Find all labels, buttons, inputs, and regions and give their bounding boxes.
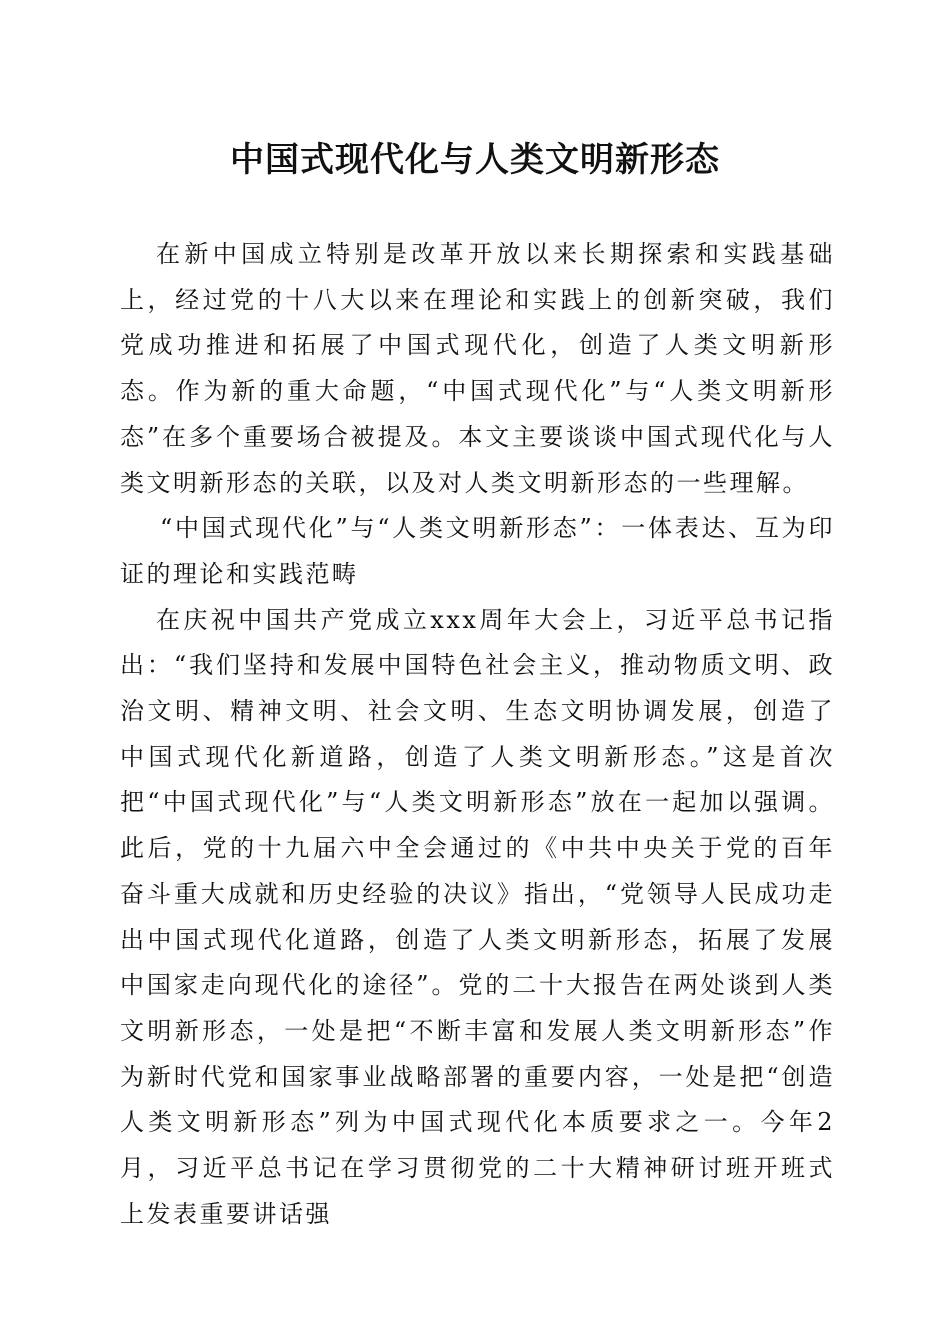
paragraph-main: 在庆祝中国共产党成立xxx周年大会上，习近平总书记指出：“我们坚持和发展中国特色社会主义，推动物质文明、政治文明、精神文明、社会文明、生态文明协调发展，创造了中国式现代化新道路，创造了人类文明新形态。”这是首次把“中国式现代化”与“人类文明新形态”放在一起加以强调。此后，党的十九届六中全会通过的《中共中央关于党的百年奋斗重大成就和历史经验的决议》指出，“党领导人民成功走出中国式现代化道路，创造了人类文明新形态，拓展了发展中国家走向现代化的途径”。党的二十大报告在两处谈到人类文明新形态，一处是把“不断丰富和发展人类文明新形态”作为新时代党和国家事业战略部署的重要内容，一处是把“创造人类文明新形态”列为中国式现代化本质要求之一。今年2月，习近平总书记在学习贯彻党的二十大精神研讨班开班式上发表重要讲话强 (120, 605, 835, 1228)
document-title: 中国式现代化与人类文明新形态 (230, 140, 720, 180)
document-body (120, 232, 835, 1237)
paragraph-intro: 在新中国成立特别是改革开放以来长期探索和实践基础上，经过党的十八大以来在理论和实践上的创新突破，我们党成功推进和拓展了中国式现代化，创造了人类文明新形态。作为新的重大命题，“中国式现代化”与“人类文明新形态”在多个重要场合被提及。本文主要谈谈中国式现代化与人类文明新形态的关联，以及对人类文明新形态的一些理解。 (120, 240, 835, 497)
section-heading: “中国式现代化”与“人类文明新形态”：一体表达、互为印证的理论和实践范畴 (120, 514, 835, 588)
